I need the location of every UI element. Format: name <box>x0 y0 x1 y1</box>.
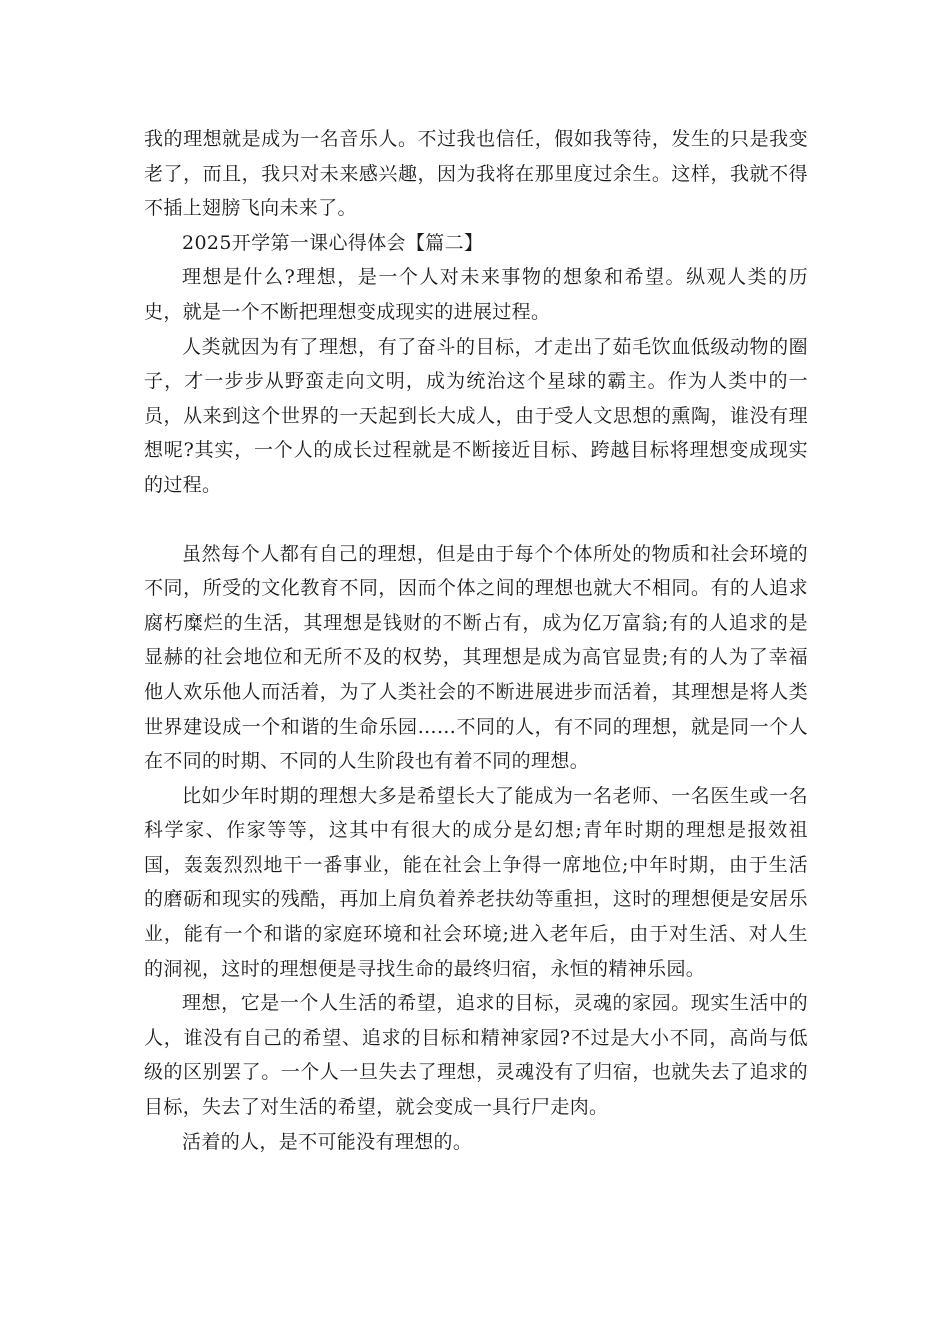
paragraph: 理想，它是一个人生活的希望，追求的目标，灵魂的家园。现实生活中的人，谁没有自己的希望、追求的目标和精神家园?不过是大小不同，高尚与低级的区别罢了。一个人一旦失去了理想，灵魂没有了归宿，也就失去了追求的目标，失去了对生活的希望，就会变成一具行尸走肉。 <box>144 992 808 1119</box>
paragraph-intro-continued: 我的理想就是成为一名音乐人。不过我也信任，假如我等待，发生的只是我变老了，而且，我只对未来感兴趣，因为我将在那里度过余生。这样，我就不得不插上翅膀飞向未来了。 <box>144 128 808 220</box>
section-heading: 2025开学第一课心得体会【篇二】 <box>182 231 484 254</box>
paragraph: 人类就因为有了理想，有了奋斗的目标，才走出了茹毛饮血低级动物的圈子，才一步步从野蛮走向文明，成为统治这个星球的霸主。作为人类中的一员，从来到这个世界的一天起到长大成人，由于受人文思想的熏陶，谁没有理想呢?其实，一个人的成长过程就是不断接近目标、跨越目标将理想变成现实的过程。 <box>144 335 808 496</box>
paragraph: 理想是什么?理想，是一个人对未来事物的想象和希望。纵观人类的历史，就是一个不断把理想变成现实的进展过程。 <box>144 266 808 323</box>
document-body <box>144 122 808 1159</box>
paragraph: 活着的人，是不可能没有理想的。 <box>182 1130 473 1153</box>
paragraph-spacer <box>144 503 808 537</box>
paragraph: 比如少年时期的理想大多是希望长大了能成为一名老师、一名医生或一名科学家、作家等等，这其中有很大的成分是幻想;青年时期的理想是报效祖国，轰轰烈烈地干一番事业，能在社会上争得一席地位;中年时期，由于生活的磨砺和现实的残酷，再加上肩负着养老扶幼等重担，这时的理想便是安居乐业，能有一个和谐的家庭环境和社会环境;进入老年后，由于对生活、对人生的洞视，这时的理想便是寻找生命的最终归宿，永恒的精神乐园。 <box>144 784 808 980</box>
paragraph: 虽然每个人都有自己的理想，但是由于每个个体所处的物质和社会环境的不同，所受的文化教育不同，因而个体之间的理想也就大不相同。有的人追求腐朽糜烂的生活，其理想是钱财的不断占有，成为亿万富翁;有的人追求的是显赫的社会地位和无所不及的权势，其理想是成为高官显贵;有的人为了幸福他人欢乐他人而活着，为了人类社会的不断进展进步而活着，其理想是将人类世界建设成一个和谐的生命乐园……不同的人，有不同的理想，就是同一个人在不同的时期、不同的人生阶段也有着不同的理想。 <box>144 542 808 773</box>
